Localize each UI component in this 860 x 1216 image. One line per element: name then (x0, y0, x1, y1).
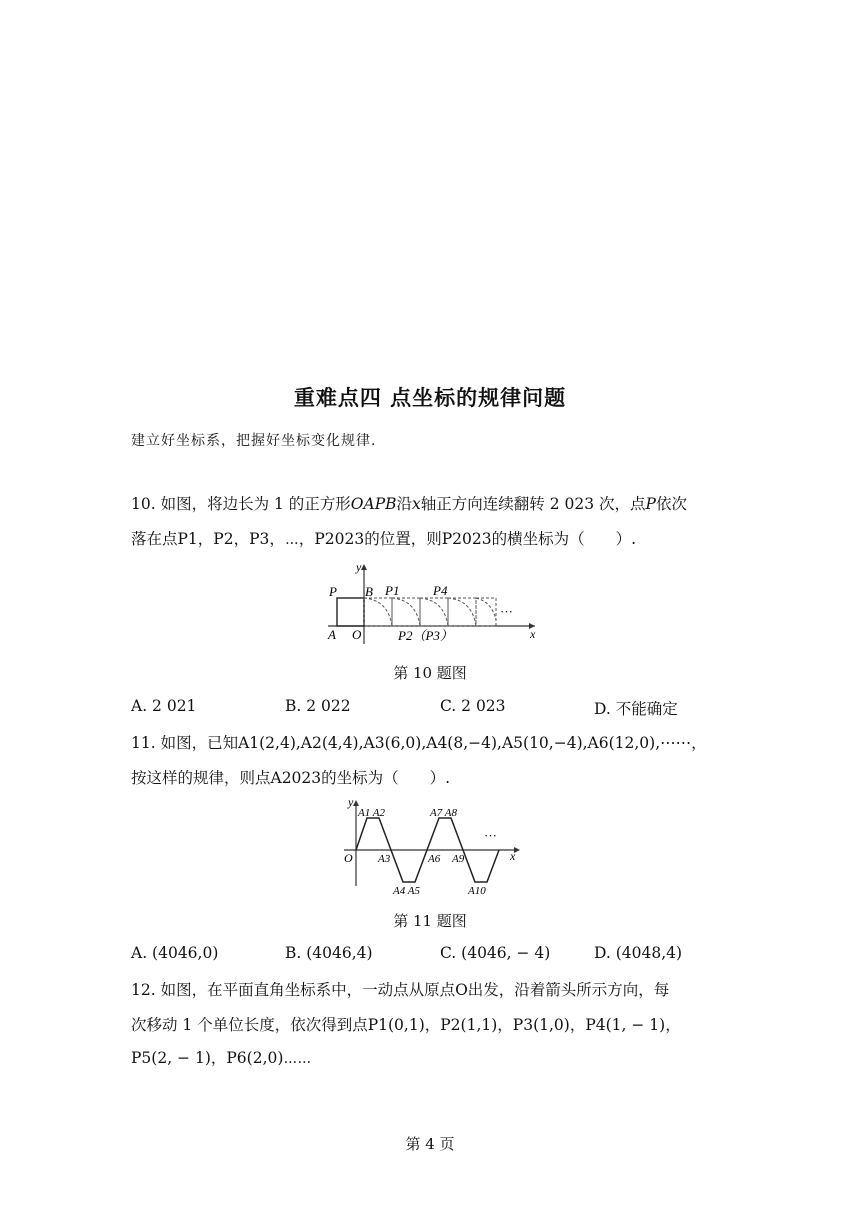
q10-label-P: P (329, 584, 337, 599)
q11-caption: 第 11 题图 (393, 912, 467, 930)
q11-line-2: 按这样的规律，则点A2023的坐标为（ ）. (131, 769, 451, 787)
q11-option-a: A. (4046,0) (131, 944, 219, 962)
q10-line-1: 10. 如图，将边长为 1 的正方形OAPB沿x轴正方向连续翻转 2 023 次，点P依次 (131, 495, 687, 513)
q10-label-B: B (365, 584, 373, 599)
q11-line-1: 11. 如图，已知A1(2,4),A2(4,4),A3(6,0),A4(8,−4),A5(10,−4),A6(12,0),⋯⋯， (131, 734, 707, 752)
q10-option-d: D. 不能确定 (594, 700, 678, 718)
q11-x-label: x (510, 849, 516, 863)
q12-line-2: 次移动 1 个单位长度，依次得到点P1(0,1)，P2(1,1)，P3(1,0)，P4(1, − 1)， (131, 1016, 681, 1034)
section-title: 重难点四 点坐标的规律问题 (293, 386, 567, 410)
intro-text: 建立好坐标系，把握好坐标变化规律. (131, 433, 377, 449)
q11-label-A1A2: A1 A2 (358, 807, 385, 819)
q11-ellipsis: ··· (484, 828, 497, 843)
q11-label-A7A8: A7 A8 (430, 807, 457, 819)
q10-x-label: x (530, 627, 536, 641)
q10-y-label: y (356, 560, 362, 574)
q12-line-1: 12. 如图，在平面直角坐标系中，一动点从原点O出发，沿着箭头所示方向，每 (131, 981, 670, 999)
q10-label-P2P3: P2（P3） (398, 628, 453, 643)
q10-label-P4: P4 (433, 583, 448, 598)
q10-label-O: O (352, 627, 362, 642)
q10-label-P1: P1 (385, 583, 400, 598)
q11-label-A4A5: A4 A5 (393, 885, 420, 896)
q11-option-d: D. (4048,4) (594, 944, 683, 962)
q11-label-A10: A10 (468, 885, 486, 896)
q10-caption: 第 10 题图 (393, 664, 467, 682)
q11-label-O: O (344, 851, 353, 865)
q11-label-A9: A9 (452, 853, 465, 865)
q11-figure (338, 796, 528, 896)
page-number: 第 4 页 (405, 1135, 455, 1153)
q10-option-a: A. 2 021 (131, 697, 197, 715)
q11-option-c: C. (4046, − 4) (440, 944, 551, 962)
q10-figure (320, 558, 545, 646)
q10-label-A: A (328, 627, 336, 642)
q11-label-A3: A3 (378, 853, 391, 865)
q11-option-b: B. (4046,4) (285, 944, 373, 962)
q11-label-A6: A6 (428, 853, 441, 865)
q12-line-3: P5(2, − 1)，P6(2,0)⋯⋯ (131, 1049, 312, 1067)
q10-ellipsis: ··· (500, 604, 513, 619)
q10-line-2: 落在点P1，P2，P3，⋯，P2023的位置，则P2023的横坐标为（ ）. (131, 530, 637, 548)
q11-y-label: y (348, 796, 354, 809)
q10-option-b: B. 2 022 (285, 697, 351, 715)
q10-option-c: C. 2 023 (440, 697, 506, 715)
